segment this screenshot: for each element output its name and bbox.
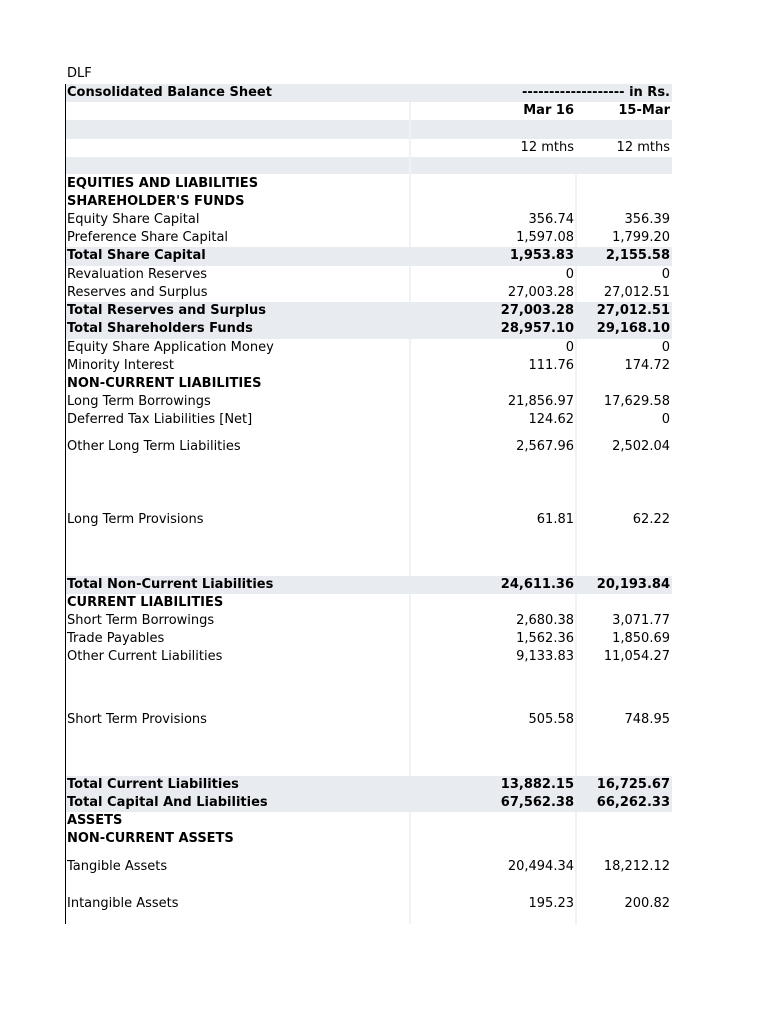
value-15-mar: 29,168.10 <box>596 321 670 336</box>
value-15-mar: 200.82 <box>624 896 670 911</box>
value-mar-16: 1,597.08 <box>516 230 574 245</box>
value-mar-16 <box>412 830 576 849</box>
value-15-mar: 356.39 <box>624 212 670 227</box>
value-15-mar: 2,155.58 <box>605 248 670 263</box>
header-date-row <box>66 102 672 120</box>
value-15-mar: 62.22 <box>632 512 670 527</box>
line-item-label: Tangible Assets <box>67 859 168 874</box>
line-item-label: Total Share Capital <box>67 248 206 263</box>
line-item-row <box>66 411 672 430</box>
line-item-label: Long Term Borrowings <box>67 394 211 409</box>
value-15-mar: 11,054.27 <box>603 649 670 664</box>
value-mar-16: 111.76 <box>528 358 574 373</box>
line-item-label: EQUITIES AND LIABILITIES <box>67 176 259 191</box>
value-15-mar: 27,012.51 <box>596 303 670 318</box>
company-name: DLF <box>67 66 92 81</box>
value-mar-16: 0 <box>565 267 574 282</box>
value-15-mar: 0 <box>661 412 670 427</box>
line-item-row <box>66 193 672 211</box>
value-15-mar <box>578 830 672 849</box>
value-15-mar <box>578 193 672 211</box>
value-mar-16 <box>412 193 576 211</box>
line-item-row <box>66 594 672 612</box>
value-15-mar: 16,725.67 <box>596 777 670 792</box>
value-mar-16: 0 <box>565 340 574 355</box>
line-item-label: Minority Interest <box>67 358 174 373</box>
header-spacer-row <box>66 120 672 139</box>
value-15-mar: 1,850.69 <box>612 631 670 646</box>
balance-sheet <box>65 0 672 924</box>
column-header-2: 15-Mar <box>618 103 670 118</box>
line-item-label: Total Shareholders Funds <box>67 321 253 336</box>
value-15-mar: 1,799.20 <box>612 230 670 245</box>
line-item-row <box>66 229 672 247</box>
line-item-label: Total Non-Current Liabilities <box>67 577 274 592</box>
header-period-row <box>66 139 672 157</box>
value-mar-16: 28,957.10 <box>500 321 574 336</box>
value-mar-16: 21,856.97 <box>507 394 574 409</box>
value-15-mar: 17,629.58 <box>603 394 670 409</box>
line-item-label: Equity Share Application Money <box>67 340 274 355</box>
line-item-label: NON-CURRENT LIABILITIES <box>67 376 262 391</box>
line-item-row <box>66 247 672 266</box>
value-mar-16: 27,003.28 <box>507 285 574 300</box>
line-item-row <box>66 612 672 630</box>
value-mar-16: 1,562.36 <box>516 631 574 646</box>
line-item-label: Short Term Borrowings <box>67 613 215 628</box>
line-item-row <box>66 776 672 794</box>
line-item-row <box>66 284 672 302</box>
line-item-row <box>66 357 672 375</box>
value-mar-16: 2,567.96 <box>516 439 574 454</box>
period-2: 12 mths <box>616 140 670 155</box>
line-item-label: Total Current Liabilities <box>67 777 239 792</box>
line-item-label: Preference Share Capital <box>67 230 229 245</box>
value-mar-16: 124.62 <box>528 412 574 427</box>
value-mar-16: 61.81 <box>536 512 574 527</box>
line-item-row <box>66 849 672 885</box>
line-item-label: Long Term Provisions <box>67 512 204 527</box>
line-item-row <box>66 812 672 830</box>
value-mar-16: 1,953.83 <box>509 248 574 263</box>
line-item-row <box>66 885 672 923</box>
value-mar-16: 27,003.28 <box>500 303 574 318</box>
line-item-row <box>66 211 672 229</box>
line-item-row <box>66 339 672 357</box>
header-title-row <box>66 84 672 102</box>
value-15-mar: 174.72 <box>624 358 670 373</box>
line-item-label: Equity Share Capital <box>67 212 200 227</box>
line-item-row <box>66 576 672 594</box>
line-item-row <box>66 630 672 648</box>
value-mar-16 <box>412 812 576 830</box>
line-item-label: Trade Payables <box>67 631 165 646</box>
value-mar-16 <box>412 375 576 393</box>
value-mar-16: 67,562.38 <box>500 795 574 810</box>
value-15-mar: 27,012.51 <box>603 285 670 300</box>
line-item-row <box>66 648 672 666</box>
value-mar-16: 20,494.34 <box>507 859 574 874</box>
line-item-row <box>66 430 672 466</box>
value-15-mar <box>578 812 672 830</box>
value-15-mar: 20,193.84 <box>596 577 670 592</box>
value-mar-16: 9,133.83 <box>516 649 574 664</box>
line-item-row <box>66 266 672 284</box>
line-item-label: Deferred Tax Liabilities [Net] <box>67 412 253 427</box>
value-15-mar <box>578 175 672 193</box>
line-item-row <box>66 175 672 193</box>
line-item-label: SHAREHOLDER'S FUNDS <box>67 194 245 209</box>
line-item-label: Other Current Liabilities <box>67 649 223 664</box>
line-item-label: NON-CURRENT ASSETS <box>67 831 234 846</box>
value-15-mar <box>578 594 672 612</box>
line-item-label: Reserves and Surplus <box>67 285 208 300</box>
line-item-row <box>66 794 672 812</box>
line-item-label: CURRENT LIABILITIES <box>67 595 224 610</box>
value-mar-16 <box>412 175 576 193</box>
line-item-row <box>66 666 672 776</box>
line-item-label: ASSETS <box>67 813 123 828</box>
value-mar-16: 505.58 <box>528 712 574 727</box>
value-mar-16: 13,882.15 <box>500 777 574 792</box>
line-item-label: Short Term Provisions <box>67 712 207 727</box>
header-spacer-row-2 <box>66 157 672 174</box>
value-15-mar: 66,262.33 <box>596 795 670 810</box>
line-item-row <box>66 466 672 576</box>
line-item-row <box>66 320 672 339</box>
line-item-label: Total Reserves and Surplus <box>67 303 267 318</box>
line-item-label: Intangible Assets <box>67 896 179 911</box>
value-15-mar: 2,502.04 <box>612 439 670 454</box>
line-item-row <box>66 830 672 849</box>
value-mar-16: 356.74 <box>528 212 574 227</box>
line-item-label: Other Long Term Liabilities <box>67 439 241 454</box>
value-mar-16: 195.23 <box>528 896 574 911</box>
value-15-mar <box>578 375 672 393</box>
value-15-mar: 748.95 <box>624 712 670 727</box>
sheet-title: Consolidated Balance Sheet <box>67 85 272 100</box>
value-mar-16: 2,680.38 <box>516 613 574 628</box>
line-item-label: Revaluation Reserves <box>67 267 207 282</box>
value-15-mar: 18,212.12 <box>603 859 670 874</box>
line-item-row <box>66 393 672 411</box>
value-mar-16: 24,611.36 <box>500 577 574 592</box>
line-item-row <box>66 375 672 393</box>
unit-label: ------------------- in Rs. <box>522 85 670 100</box>
line-item-row <box>66 302 672 320</box>
column-header-1: Mar 16 <box>523 103 574 118</box>
period-1: 12 mths <box>520 140 574 155</box>
value-15-mar: 0 <box>661 340 670 355</box>
value-15-mar: 3,071.77 <box>612 613 670 628</box>
value-15-mar: 0 <box>661 267 670 282</box>
value-mar-16 <box>412 594 576 612</box>
line-item-label: Total Capital And Liabilities <box>67 795 268 810</box>
